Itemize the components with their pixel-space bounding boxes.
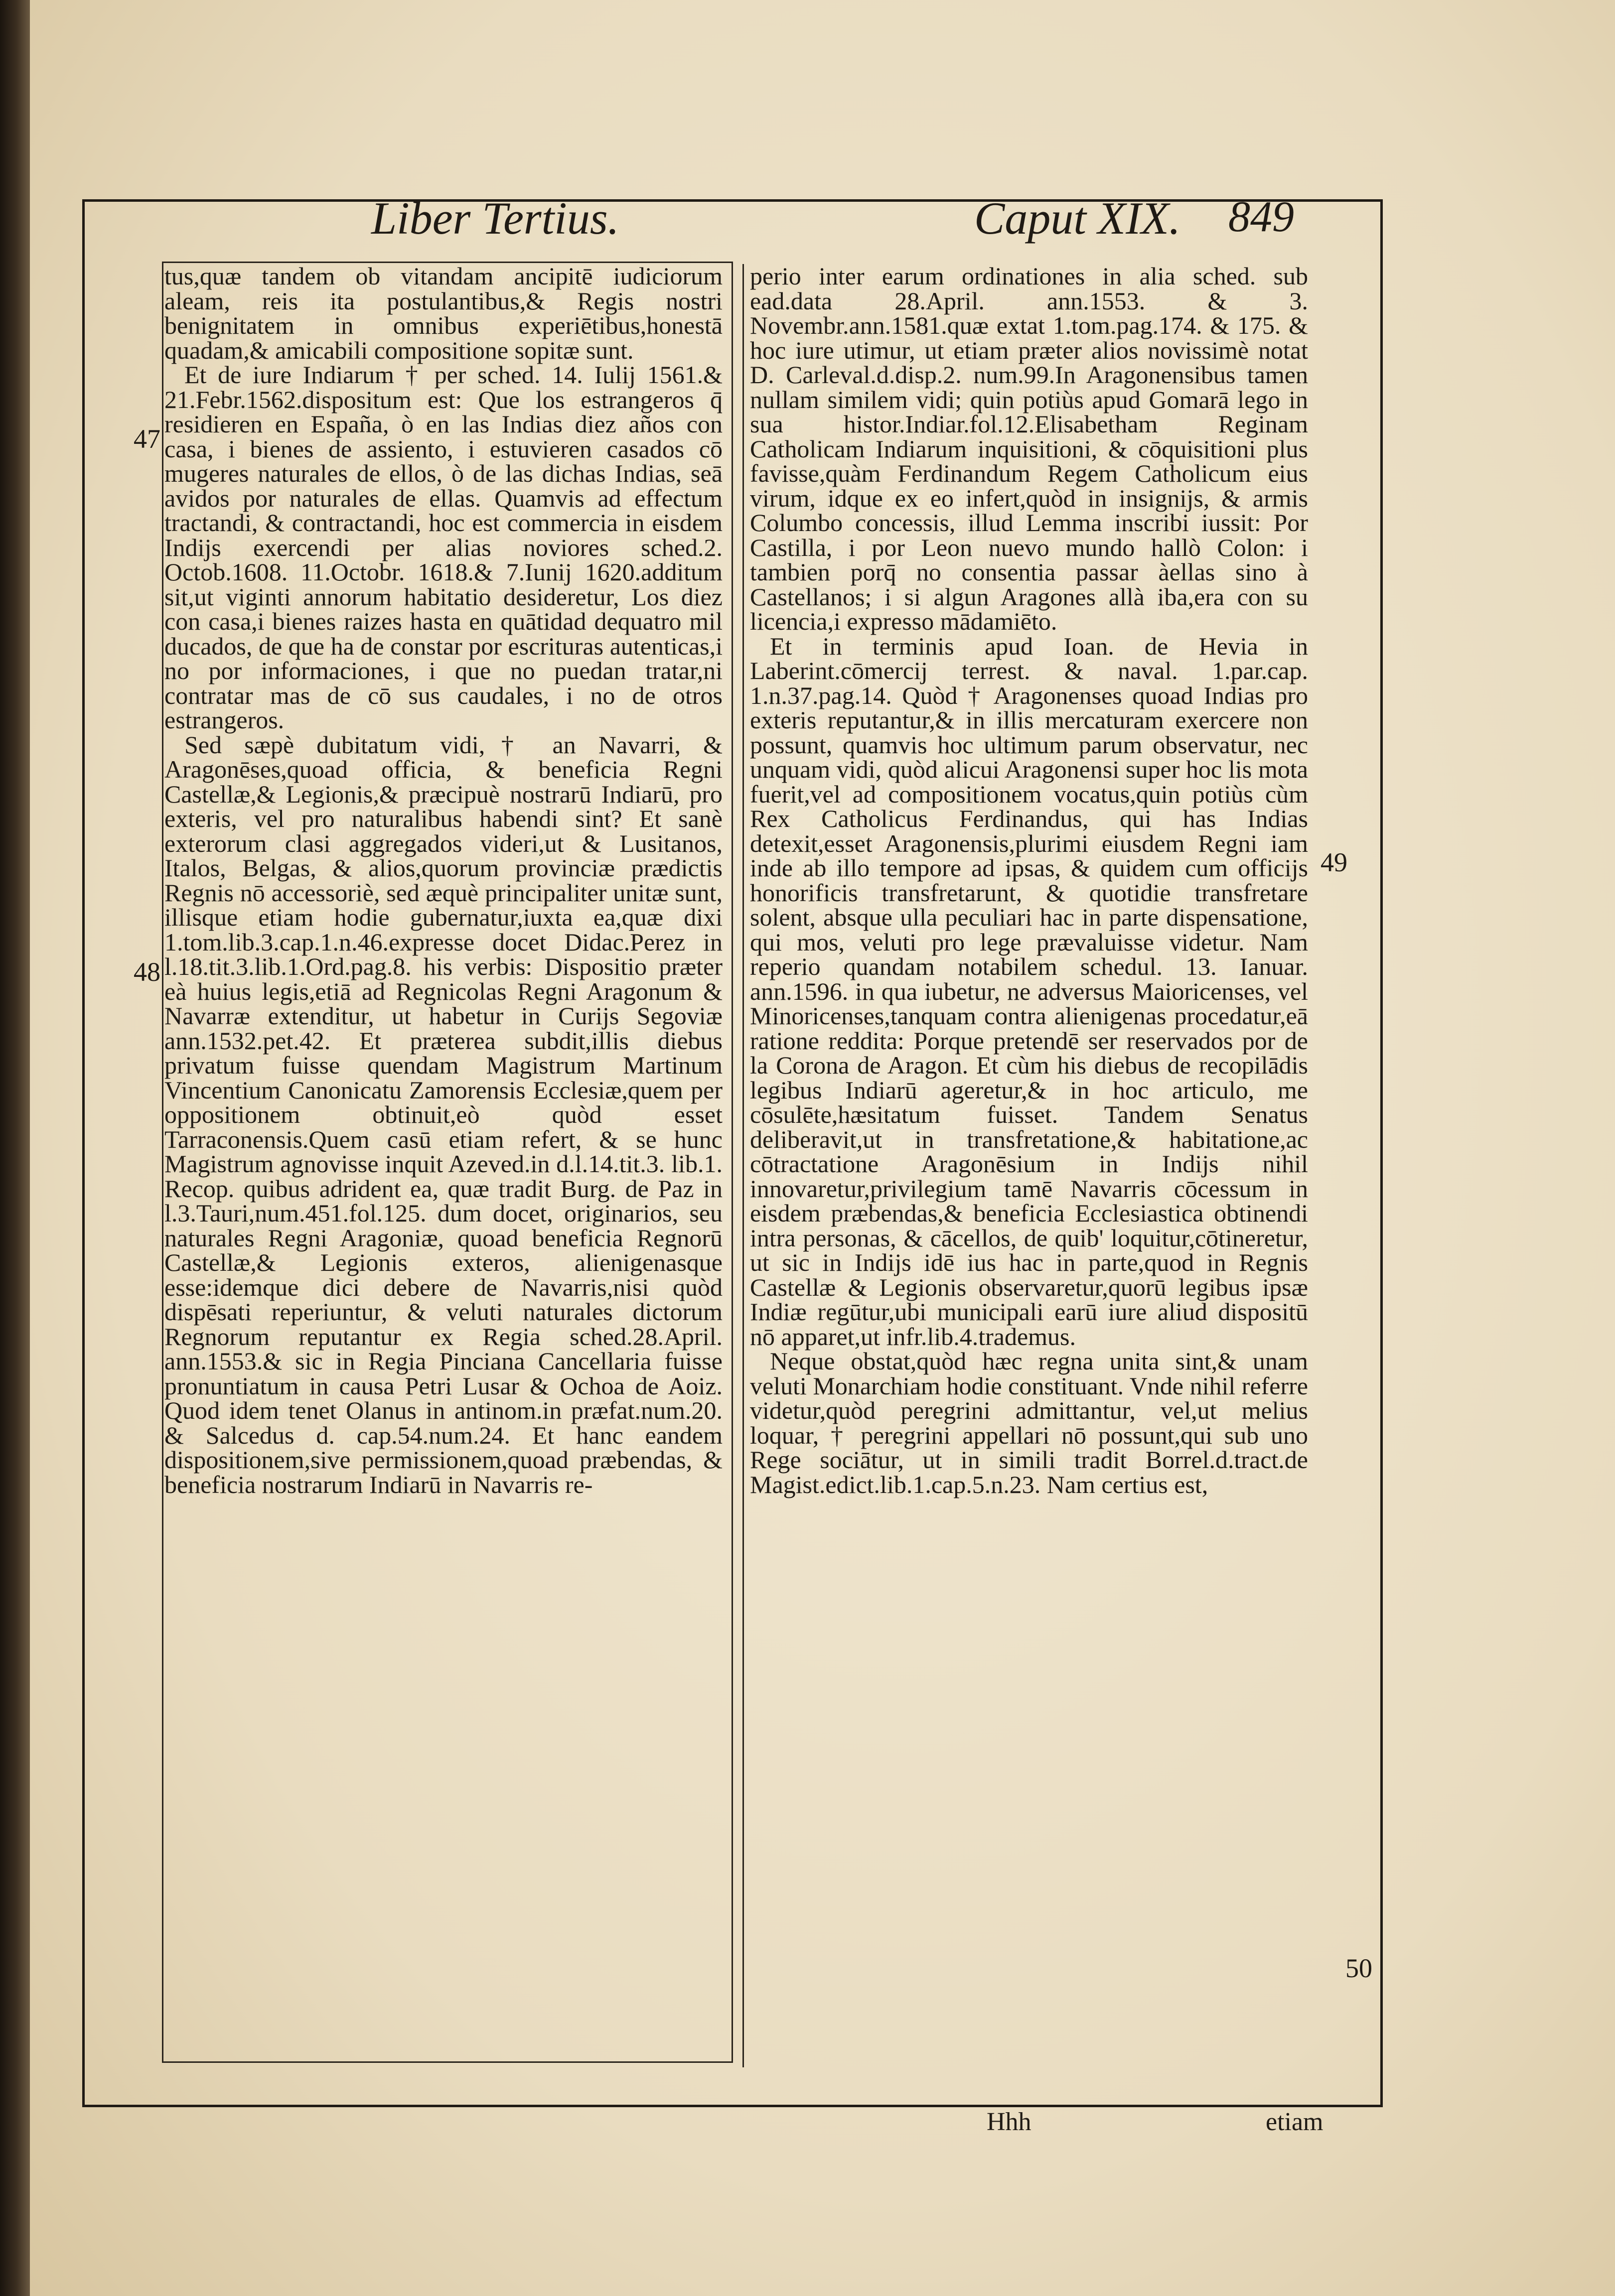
paragraph: Sed sæpè dubitatum vidi,† an Navarri, & Aragonēses,quoad officia, & beneficia Regni Castellæ,& Legionis,& præcipuè nostrarū Indiarū, pro exteris, vel pro naturalibus habendi sint? Et sanè exterorum clasi aggregados videri,ut & Lusitanos, Italos, Belgas, & alios,quorum provinciæ prædictis Regnis nō accessoriè, sed æquè principaliter unitæ sunt, illisque etiam hodie gubernatur,iuxta ea,quæ dixi 1.tom.lib.3.cap.1.n.46.expresse docet Didac.Perez in l.18.tit.3.lib.1.Ord.pag.8. his verbis: Dispositio præter eà huius legis,etiā ad Regnicolas Regni Aragonum & Navarræ extenditur, ut habetur in Curijs Segoviæ ann.1532.pet.42. Et præterea subdit,illis diebus privatum fuisse quendam Magistrum Martinum Vincentium Canonicatu Zamorensis Ecclesiæ,quem per oppositionem obtinuit,eò quòd esset Tarraconensis.Quem casū etiam refert, & se hunc Magistrum agnovisse inquit Azeved.in d.l.14.tit.3. lib.1. Recop. quibus adrident ea, quæ tradit Burg. de Paz in l.3.Tauri,num.451.fol.125. dum docet, originarios, seu naturales Regni Aragoniæ, quoad beneficia Regnorū Castellæ,& Legionis exteros, alienigenasque esse:idemque dici debere de Navarris,nisi quòd dispēsati reperiuntur, & veluti naturales dictorum Regnorum reputantur ex Regia sched.28.April. ann.1553.& sic in Regia Pinciana Cancellaria fuisse pronuntiatum in causa Petri Lusar & Ochoa de Aoiz. Quod idem tenet Olanus in antinom.in præfat.num.20. & Salcedus d. cap.54.num.24. Et hanc eandem dispositionem,sive permissionem,quoad præbendas, & beneficia nostrarum Indiarū in Navarris re- xyxy=(164,730,723,1498)
paragraph: Neque obstat,quòd hæc regna unita sint,& unam veluti Monarchiam hodie constituant. Vnde nihil referre videtur,quòd peregrini admittantur, vel,ut melius loquar, † peregrini appellari nō possunt,qui sub uno Rege sociātur, ut in simili tradit Borrel.d.tract.de Magist.edict.lib.1.cap.5.n.23. Nam certius est, xyxy=(750,1347,1308,1498)
right-text-column xyxy=(750,264,1308,1497)
page-number: 849 xyxy=(1228,193,1294,241)
header-left-title: Liber Tertius. xyxy=(371,193,619,244)
signature-mark: Hhh xyxy=(987,2108,1031,2136)
catchword: etiam xyxy=(1266,2108,1323,2136)
paragraph: tus,quæ tandem ob vitandam ancipitē iudiciorum aleam, reis ita postulantibus,& Regis nostri benignitatem in omnibus experiētibus,honestā quadam,& amicabili compositione sopitæ sunt. xyxy=(164,262,723,364)
paragraph: Et de iure Indiarum † per sched. 14. Iulij 1561.& 21.Febr.1562.dispositum est: Que los estrangeros q̄ residieren en España, ò en las Indias diez años con casa, i bienes de assiento, i estuvieren casados cō mugeres naturales de ellos, ò de las dichas Indias, seā avidos por naturales de ellas. Quamvis ad effectum tractandi, & contractandi, hoc est commercia in eisdem Indijs exercendi per alias noviores sched.2. Octob.1608. 11.Octobr. 1618.& 7.Iunij 1620.additum sit,ut viginti annorum habitatio desideretur, Los diez con casa,i bienes raizes hasta en quātidad dequatro mil ducados, de que ha de constar por escrituras autenticas,i no por informaciones, i que no puedan tratar,ni contratar mas de cō sus caudales, i no de otros estrangeros. xyxy=(164,361,723,734)
paragraph: Et in terminis apud Ioan. de Hevia in Laberint.cōmercij terrest. & naval. 1.par.cap. 1.n.37.pag.14. Quòd † Aragonenses quoad Indias pro exteris reputantur,& in illis mercaturam exercere non possunt, quamvis hoc ultimum parum observatur, nec unquam vidi, quòd alicui Aragonensi super hoc lis mota fuerit,vel ad compositionem vocatus,quin potiùs cùm Rex Catholicus Ferdinandus, qui has Indias detexit,esset Aragonensis,plurimi eiusdem Regni iam inde ab illo tempore ad ipsas, & quidem cum officijs honorificis transfretarunt, & quotidie transfretare solent, absque ulla peculiari hac in parte dispensatione, qui mos, veluti pro lege prævaluisse videtur. Nam reperio quandam notabilem schedul. 13. Ianuar. ann.1596. in qua iubetur, ne adversus Maioricenses, vel Minoricenses,tanquam contra alienigenas procedatur,eā ratione reddita: Porque pretendē ser reservados por de la Corona de Aragon. Et cùm his diebus de recopilādis legibus Indiarū ageretur,& in hoc articulo, me cōsulēte,hæsitatum fuisset. Tandem Senatus deliberavit,ut in transfretatione,& habitatione,ac cōtractatione Aragonēsium in Indijs nihil innovaretur,privilegium tamē Navarris cōcessum in eisdem præbendas,& beneficia Ecclesiastica obtinendi intra personas, & cācellos, de quib' loquitur,cōtineretur, ut sic in Indijs idē ius hac in parte,quod in Regnis Castellæ & Legionis observaretur,quorū legibus ipsæ Indiæ regūtur,ubi municipali earū iure aliud dispositū nō apparet,ut infr.lib.4.trademus. xyxy=(750,632,1308,1351)
left-text-column xyxy=(164,264,723,1497)
margin-note-48: 48 xyxy=(134,957,160,987)
header-right-title: Caput XIX. xyxy=(974,193,1180,244)
column-divider xyxy=(742,264,744,2067)
running-header xyxy=(82,192,1383,247)
margin-note-47: 47 xyxy=(134,424,160,454)
paragraph: perio inter earum ordinationes in alia sched. sub ead.data 28.April. ann.1553. & 3. Novembr.ann.1581.quæ extat 1.tom.pag.174. & 175. & hoc iure utimur, ut etiam præter alios novissimè notat D. Carleval.d.disp.2. num.99.In Aragonensibus tamen nullam similem vidi; quin potiùs apud Gomarā lego in sua histor.Indiar.fol.12.Elisabetham Reginam Catholicam Indiarum inquisitioni, & cōquisitioni plus favisse,quàm Ferdinandum Regem Catholicum eius virum, idque ex eo infert,quòd in insignijs, & armis Columbo concessis, illud Lemma inscribi iussit: Por Castilla, i por Leon nuevo mundo hallò Colon: i tambien porq̄ no consentia passar àellas sino à Castellanos; i si algun Aragones allà iba,era con su licencia,i expresso mādamiēto. xyxy=(750,262,1308,635)
book-binding xyxy=(0,0,30,2296)
margin-note-50: 50 xyxy=(1345,1953,1372,1983)
margin-note-49: 49 xyxy=(1321,847,1347,877)
